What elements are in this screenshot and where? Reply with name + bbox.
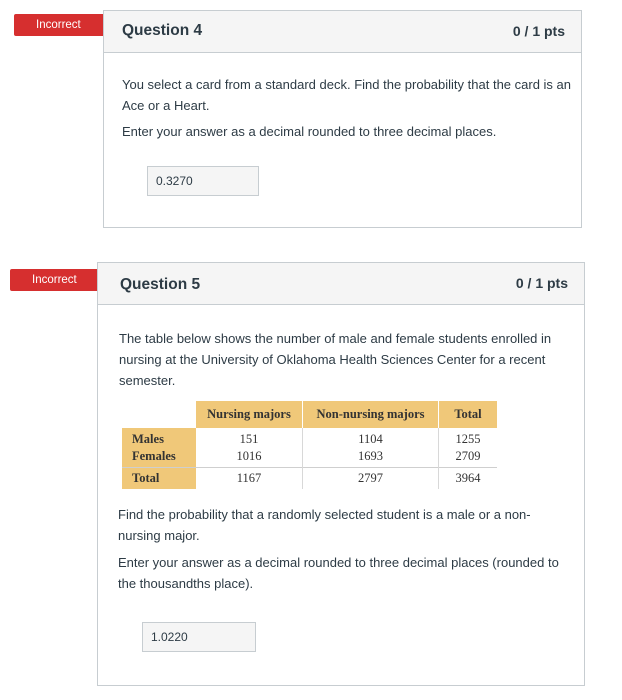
answer-input[interactable]: 1.0220	[142, 622, 256, 652]
question-card	[103, 10, 582, 228]
question-points: 0 / 1 pts	[515, 275, 568, 291]
incorrect-badge: Incorrect	[14, 14, 114, 36]
question-instruction: Enter your answer as a decimal rounded to three decimal places (rounded to the thousandths place).	[118, 555, 559, 591]
row-label: Females	[122, 447, 196, 467]
table-cell: 1016	[196, 447, 303, 467]
question-text: The table below shows the number of male and female students enrolled in nursing at the University of Oklahoma Health Sciences Center for a recent semester.	[119, 331, 552, 388]
table-cell: 1167	[196, 467, 303, 489]
question-header	[104, 11, 581, 53]
question-title: Question 4	[122, 22, 203, 39]
table-header: Nursing majors	[196, 401, 303, 428]
table-header: Total	[439, 401, 498, 428]
answer-input[interactable]: 0.3270	[147, 166, 259, 196]
row-label: Males	[122, 428, 196, 447]
table-cell: 1104	[303, 428, 439, 447]
table-cell: 1255	[439, 428, 498, 447]
question-text: Find the probability that a randomly selected student is a male or a non-nursing major.	[118, 507, 531, 543]
table-header: Non-nursing majors	[303, 401, 439, 428]
question-card	[97, 262, 585, 686]
table-cell: 2797	[303, 467, 439, 489]
row-label: Total	[122, 467, 196, 489]
table-cell: 151	[196, 428, 303, 447]
table-cell: 1693	[303, 447, 439, 467]
question-title: Question 5	[120, 276, 201, 293]
question-text: You select a card from a standard deck. Find the probability that the card is an Ace or a Heart.	[122, 77, 571, 113]
table-cell: 2709	[439, 447, 498, 467]
question-points: 0 / 1 pts	[512, 23, 565, 39]
incorrect-badge: Incorrect	[10, 269, 111, 291]
enrollment-table	[122, 401, 497, 489]
question-header	[98, 263, 584, 305]
question-instruction: Enter your answer as a decimal rounded to three decimal places.	[122, 124, 497, 139]
table-cell: 3964	[439, 467, 498, 489]
